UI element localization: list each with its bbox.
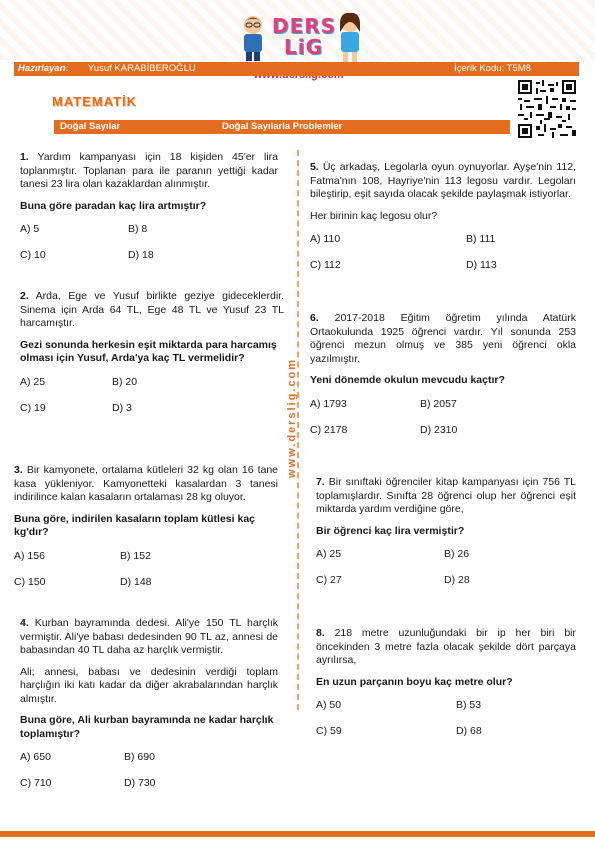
option-d[interactable]: D) 113 — [466, 259, 497, 271]
question-stem — [316, 476, 576, 517]
subject-title: MATEMATİK — [52, 94, 138, 109]
question-prompt: Buna göre paradan kaç lira artmıştır? — [20, 199, 207, 212]
question-text: 218 metre uzunluğundaki bir ip her biri bir öncekinden 3 metre fazla olacak şekilde dört parçaya ayrılırsa, — [316, 627, 576, 666]
question-prompt: Buna göre, Ali kurban bayramında ne kadar harçlık toplamıştır? — [20, 714, 274, 740]
option-c[interactable]: C) 59 — [316, 725, 342, 737]
question-prompt: Bir öğrenci kaç lira vermiştir? — [316, 524, 465, 537]
question-prompt: En uzun parçanın boyu kaç metre olur? — [316, 675, 513, 688]
option-a[interactable]: A) 156 — [14, 549, 45, 562]
option-b[interactable]: B) 690 — [124, 751, 155, 763]
option-d[interactable]: D) 18 — [128, 249, 154, 261]
option-d[interactable]: D) 730 — [124, 777, 156, 789]
answer-options — [20, 223, 278, 281]
option-b[interactable]: B) 8 — [128, 223, 148, 235]
question-2 — [20, 290, 284, 434]
answer-options — [14, 550, 278, 608]
option-a[interactable]: A) 25 — [316, 548, 342, 560]
option-b[interactable]: B) 2057 — [420, 397, 457, 410]
option-b[interactable]: B) 111 — [466, 233, 496, 245]
question-number: 1. — [20, 151, 29, 163]
girl-mascot-icon — [336, 12, 364, 64]
question-prompt: Buna göre, indirilen kasaların toplam kütlesi kaç kg'dır? — [14, 512, 255, 538]
question-text: Üç arkadaş, Legolarla oyun oynuyorlar. Ayşe'nin 112, Fatma'nın 108, Hayriye'nin 113 legosu vardır. Legoları bileştirip, eşit sayıda olacak şekilde paylaşmak istiyorlar. — [310, 161, 576, 200]
option-c[interactable]: C) 2178 — [310, 423, 348, 436]
question-stem — [20, 617, 278, 658]
option-d[interactable]: D) 148 — [120, 575, 152, 588]
option-c[interactable]: C) 10 — [20, 249, 46, 261]
option-c[interactable]: C) 27 — [316, 574, 342, 586]
option-b[interactable]: B) 53 — [456, 699, 482, 711]
question-1 — [20, 151, 278, 281]
answer-options — [20, 751, 278, 809]
logo-text-line2: LiG — [284, 35, 324, 59]
option-b[interactable]: B) 20 — [112, 375, 138, 388]
question-text: Kurban bayramında dedesi. Ali'ye 150 TL harçlık vermiştir. Ali'ye babası dedesinden 90 TL az, annesi de babasından 40 TL daha az harçlık vermiştir. — [20, 617, 278, 656]
question-prompt: Her birinin kaç legosu olur? — [310, 209, 438, 222]
question-stem — [20, 151, 278, 192]
unit-name: Doğal Sayılar — [60, 121, 121, 132]
question-3 — [14, 464, 278, 608]
topic-bar — [54, 120, 510, 134]
option-d[interactable]: D) 28 — [444, 574, 470, 586]
side-watermark-url: www.derslig.com — [286, 357, 298, 478]
option-d[interactable]: D) 3 — [112, 401, 132, 414]
answer-options — [316, 699, 576, 757]
question-prompt: Yeni dönemde okulun mevcudu kaçtır? — [310, 374, 505, 386]
question-text: 2017-2018 Eğitim öğretim yılında Atatürk Ortaokulunda 1925 öğrenci vardır. Yıl sonunda 253 öğrenci mezun olmuş ve 385 yeni öğrenci okla yazılmıştır. — [310, 312, 576, 365]
question-text: Bir sınıftaki öğrenciler kitap kampanyası için 756 TL toplamışlardır. Sınıfta 28 öğrenci olup her öğrenci eşit miktarda yardım verdiğine göre, — [316, 476, 576, 515]
question-6 — [310, 312, 576, 456]
question-stem — [14, 464, 278, 505]
question-stem — [310, 161, 576, 202]
content-code: İçerik Kodu: T5M8 — [454, 63, 531, 74]
option-d[interactable]: D) 2310 — [420, 423, 458, 436]
question-text: Yardım kampanyası için 18 kişiden 45'er lira toplanmıştır. Toplanan para ile paranın yettiği kadar tanesi 23 lira olan kazaklardan alınmıştır. — [20, 151, 278, 190]
option-d[interactable]: D) 68 — [456, 725, 482, 737]
option-a[interactable]: A) 50 — [316, 699, 342, 711]
question-number: 6. — [310, 312, 319, 324]
option-b[interactable]: B) 152 — [120, 549, 151, 562]
question-stem — [20, 290, 284, 331]
question-number: 3. — [14, 464, 23, 476]
question-8 — [316, 627, 576, 757]
logo-text-line1: DERS — [272, 14, 337, 38]
option-b[interactable]: B) 26 — [444, 548, 470, 560]
option-a[interactable]: A) 25 — [20, 375, 46, 388]
question-number: 5. — [310, 161, 319, 173]
question-number: 2. — [20, 290, 29, 302]
answer-options — [310, 233, 576, 291]
option-c[interactable]: C) 112 — [310, 259, 341, 271]
qr-code-icon[interactable] — [516, 80, 578, 138]
question-number: 7. — [316, 476, 325, 488]
question-7 — [316, 476, 576, 606]
question-stem — [310, 312, 576, 366]
derslig-logo — [232, 8, 368, 88]
footer-bar — [0, 831, 595, 837]
answer-options — [310, 398, 576, 456]
option-a[interactable]: A) 650 — [20, 751, 51, 763]
option-a[interactable]: A) 110 — [310, 233, 341, 245]
question-text: Arda, Ege ve Yusuf birlikte geziye gideceklerdir. Sinema için Arda 64 TL, Ege 48 TL ve Yusuf 23 TL harcamıştır. — [20, 290, 285, 329]
question-4 — [20, 617, 278, 809]
prepared-by-name: Yusuf KARABİBEROĞLU — [88, 63, 196, 74]
option-a[interactable]: A) 5 — [20, 223, 40, 235]
option-a[interactable]: A) 1793 — [310, 397, 347, 410]
question-prompt: Gezi sonunda herkesin eşit miktarda para harcamış olması için Yusuf, Arda'ya kaç TL vermelidir? — [20, 338, 277, 364]
question-stem — [316, 627, 576, 668]
answer-options — [20, 376, 284, 434]
topic-title: Doğal Sayılarla Problemler — [222, 121, 343, 132]
question-number: 8. — [316, 627, 325, 639]
answer-options — [316, 548, 576, 606]
option-c[interactable]: C) 19 — [20, 401, 46, 414]
boy-mascot-icon — [238, 14, 268, 62]
question-number: 4. — [20, 617, 29, 629]
question-text: Bir kamyonete, ortalama kütleleri 32 kg olan 16 tane kasa yükleniyor. Kamyonetteki kasalardan 3 tanesi indirilince kalan kasaların ortalaması 28 kg oluyor. — [14, 464, 279, 503]
option-c[interactable]: C) 710 — [20, 777, 52, 789]
prepared-by-label: Hazırlayan: — [18, 63, 69, 74]
question-extra-text: Ali; annesi, babası ve dedesinin verdiği toplam harçlığın iki katı kadar da diğer akrabalarından harçlık almıştır. — [20, 665, 278, 705]
question-5 — [310, 161, 576, 291]
info-bar — [14, 62, 579, 76]
option-c[interactable]: C) 150 — [14, 575, 46, 588]
